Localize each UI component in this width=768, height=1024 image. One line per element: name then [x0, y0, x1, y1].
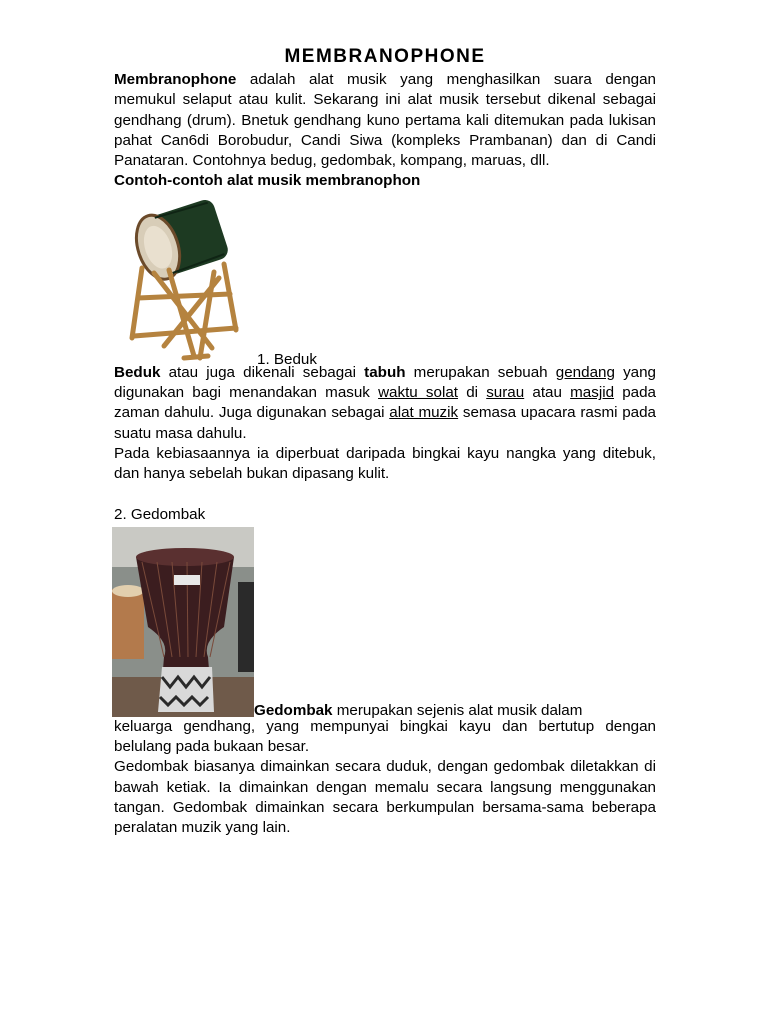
link-masjid[interactable]: masjid	[570, 384, 615, 402]
gedombak-first-line-text: merupakan sejenis alat musik dalam	[332, 701, 583, 719]
link-gendang[interactable]: gendang	[555, 363, 615, 381]
gedombak-paragraph-1: keluarga gendhang, yang mempunyai bingkai kayu dan bertutup dengan belulang pada bukaan besar.	[114, 717, 656, 756]
text-span: atau	[524, 384, 571, 402]
intro-term: Membranophone	[114, 71, 237, 88]
gedombak-caption: 2. Gedombak	[114, 505, 206, 523]
link-waktu-solat[interactable]: waktu solat	[378, 384, 459, 402]
gedombak-term: Gedombak	[254, 701, 333, 719]
text-span: atau juga dikenali sebagai	[160, 363, 365, 381]
beduk-drum-image	[124, 198, 244, 363]
document-page	[114, 46, 656, 839]
text-span: merupakan sebuah	[405, 363, 556, 381]
spacer	[114, 485, 656, 505]
text-span: pada zaman dahulu. Juga digunakan sebagai	[114, 384, 656, 422]
link-alat-muzik[interactable]: alat muzik	[389, 404, 459, 422]
text-span: semasa upacara rasmi pada suatu masa dahulu.	[114, 404, 656, 442]
beduk-figure	[114, 198, 656, 369]
gedombak-figure	[114, 527, 656, 717]
beduk-paragraph-1	[114, 363, 656, 444]
examples-subheading: Contoh-contoh alat musik membranophon	[114, 172, 421, 190]
beduk-caption: 1. Beduk	[257, 351, 317, 369]
link-surau[interactable]: surau	[486, 384, 525, 402]
gedombak-paragraph-2: Gedombak biasanya dimainkan secara duduk, dengan gedombak diletakkan di bawah ketiak. Ia dimainkan dengan memalu secara langsung menggunakan tangan. Gedombak dimainkan secara berkumpulan bersama-sama beberapa peralatan muzik yang lain.	[114, 758, 656, 837]
text-span: yang digunakan bagi menandakan masuk	[114, 363, 657, 402]
beduk-term: Beduk	[114, 363, 161, 381]
tabuh-term: tabuh	[364, 363, 406, 381]
intro-text: adalah alat musik yang menghasilkan suara dengan memukul selaput atau kulit. Sekarang ini alat musik tersebut dikenal sebagai gendhang (drum). Bnetuk gendhang kuno pertama kali ditemukan pada lukisan pahat Can6di Borobudur, Candi Siwa (kompleks Prambanan) dan di Candi Panataran. Contohnya bedug, gedombak, kompang, maruas, dll.	[114, 71, 656, 170]
beduk-paragraph-2: Pada kebiasaannya ia diperbuat daripada bingkai kayu nangka yang ditebuk, dan hanya sebelah bukan dipasang kulit.	[114, 444, 656, 483]
document-title: MEMBRANOPHONE	[284, 46, 486, 67]
intro-paragraph	[114, 70, 656, 171]
gedombak-drum-image	[112, 527, 254, 717]
gedombak-first-line	[254, 701, 656, 721]
text-span: di	[458, 384, 487, 402]
